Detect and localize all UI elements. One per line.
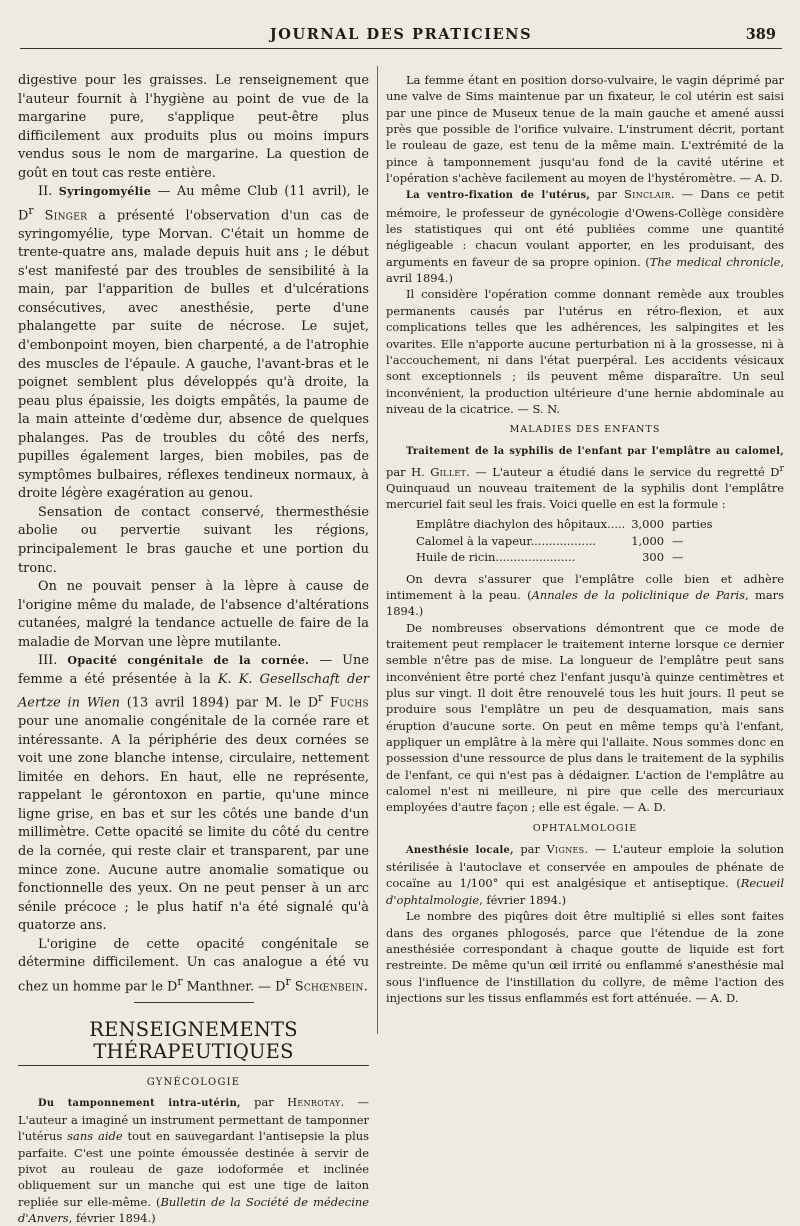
paragraph-syphilis: Traitement de la syphilis de l'enfant par l'emplâtre au calomel, par H. Gillet. — L'auteur a étudié dans le service du regretté $D^r$ Quinquaud un nouveau traitement de la syphilis dont l'emplâtre mercuriel fait seul les frais. Voici quelle en est la formule : [386,446,784,512]
section-heading: RENSEIGNEMENTS THÉRAPEUTIQUES [18,1019,369,1066]
author-name: Singer [44,208,88,224]
page-number: 389 [745,26,776,43]
section-rule [134,1002,254,1003]
column-divider [377,66,378,1034]
author-name: Henrotay [287,1094,341,1109]
keyword-syphilis: Traitement de la syphilis de l'enfant par l'emplâtre au calomel, [406,446,784,458]
recipe-quantity: 3,000 [631,517,664,532]
paragraph-lepre: On ne pouvait penser à la lèpre à cause de l'origine même du malade, de l'absence d'altérations cutanées, malgré la tendance actuelle de faire de la maladie de Morvan une lèpre mutilante. [18,579,369,650]
paragraph-observations: De nombreuses observations démontrent que ce mode de traitement peut remplacer le traitement interne lorsque ce dernier semble n'être pas de mise. La longueur de l'emplâtre peut sans inconvénient être porté chez l'enfant jusqu'à quinze centimètres et plus sur vingt. Il doit être renouvelé tous les huit jours. Il peut se produire sous l'emplâtre un peu de desquamation, mais sans éruption d'aucune sorte. On peut en même temps qu'à l'enfant, appliquer un emplâtre à la mère qui l'allaite. Nous sommes donc en possession d'une ressource de plus dans le traitement de la syphilis de l'enfant, ce qui n'est pas à dédaigner. L'action de l'emplâtre au calomel n'est ni meilleure, ni pire que celle des mercuriaux employées d'autre façon ; elle est égale. — A. D. [386,620,784,815]
keyword-anesthesia: Anesthésie locale, [406,844,514,856]
section-label-children: MALADIES DES ENFANTS [509,424,661,436]
recipe-ingredient: Emplâtre diachylon des hôpitaux..... [416,517,626,532]
recipe-table [416,516,784,565]
author-name: Gillet [430,464,467,479]
recipe-row [416,549,784,565]
author-signature: Schœnbein [294,979,364,995]
paragraph-syringomyelia: II. Syringomyélie — Au même Club (11 avril), le $D^r$ Singer a présenté l'observation d'un cas de syringomyélie, type Morvan. C'était un homme de trente-quatre ans, malade depuis huit ans ; le début s'est manifesté par des troubles de sensibilité à la main, par l'apparition de bulles et d'ulcérations consécutives, avec anesthésie, perte d'une phalangette par suite de nécrose. Le sujet, d'embonpoint moyen, bien charpenté, a de l'atrophie des muscles de l'épaule. A gauche, l'avant-bras et le poignet semblent plus développés qu'à droite, la peau plus épaissie, les doigts empâtés, la paume de la main atteinte d'œdème dur, absence de quelques phalanges. Pas de troubles du côté des nerfs, pupilles également larges, bien mobiles, pas de symptômes bulbaires, réflexes tendineux normaux, à droite légère exagération au genou. [18,184,369,502]
left-column [18,72,370,1226]
recipe-ingredient: Calomel à la vapeur.................. [416,533,596,548]
recipe-row [416,516,784,532]
paragraph-cornea: III. Opacité congénitale de la cornée. — Une femme a été présentée à la K. K. Gesellschaft der Aertze in Wien (13 avril 1894) par M. le $D^r$ Fuchs pour une anomalie congénitale de la cornée rare et intéressante. A la périphérie des deux cornées se voit une zone blanche intense, circulaire, nettement limitée en dehors. En haut, elle ne représente, rappelant le gérontoxon en partie, qu'une mince ligne grise, en bas et sur les côtés une bande d'un millimètre. Cette opacité se limite du côté du centre de la cornée, qui reste clair et transparent, par une mince zone. Aucune autre anomalie somatique ou fonctionnelle des yeux. On ne peut penser à un arc sénile précoce ; le plus hatif n'a été signalé qu'à quatorze ans. [18,653,370,934]
recipe-unit: — [672,533,684,548]
paragraph-margarine: digestive pour les graisses. Le renseignement que l'auteur fournit à l'hygiène au point de vue de la margarine pure, s'applique peut-être plus difficilement aux produits plus ou moins impurs vendus sous le nom de margarine. La question de goût en tout cas reste entière. [18,73,369,181]
paragraph-operation: Il considère l'opération comme donnant remède aux troubles permanents causés par l'utérus en rétro-flexion, et aux complications telles que les adhérences, les salpingites et les ovarites. Elle n'apporte aucune perturbation ni à la grossesse, ni à l'accouchement, ni dans l'état puerpéral. Les accidents vésicaux sont exceptionnels ; ils peuvent même disparaître. Un seul inconvénient, la production ultérieure d'une hernie abdominale au niveau de la cicatrice. — S. N. [386,287,784,416]
recipe-quantity: 300 [642,550,664,565]
paragraph-adhesion: On devra s'assurer que l'emplâtre colle bien et adhère intimement à la peau. (Annales de la policlinique de Paris, mars 1894.) [386,571,784,619]
author-name: Vignes [546,841,585,856]
paragraph-ventro-fixation: La ventro-fixation de l'utérus, par Sinclair. — Dans ce petit mémoire, le professeur de gynécologie d'Owens-Collège considère les statistiques qui ont été publiées comme une quantité négligeable : chacun voulant apporter, en les produisant, des arguments en faveur de sa propre opinion. (The medical chronicle, avril 1894.) [386,187,784,286]
author-name: Fuchs [330,695,369,711]
keyword-cornea: Opacité congénitale de la cornée. [67,654,310,668]
recipe-unit: parties [672,517,713,532]
recipe-quantity: 1,000 [631,533,664,548]
recipe-ingredient: Huile de ricin...................... [416,550,576,565]
recipe-unit: — [672,550,684,565]
journal-title: JOURNAL DES PRATICIENS [269,26,533,43]
paragraph-sensation: Sensation de contact conservé, thermesthésie abolie ou pervertie suivant les régions, principalement le bras gauche et une portion du tronc. [18,504,369,576]
paragraph-tamponnement: Du tamponnement intra-utérin, par Henrotay. — L'auteur a imaginé un instrument permettant de tamponner l'utérus sans aide tout en sauvegardant l'antisepsie la plus parfaite. C'est une pointe émoussée destinée à servir de pivot au rouleau de gaze iodoformée et inclinée obliquement sur un manche qui est une tige de laiton repliée sur elle-même. (Bulletin de la Société de médecine d'Anvers, février 1894.) [18,1094,369,1226]
page-header [20,22,782,49]
paragraph-origin: L'origine de cette opacité congénitale se détermine difficilement. Un cas analogue a été vu chez un homme par le $D^r$ Manthner. — $D^r$ Schœnbein. [18,936,369,995]
paragraph-injections: Le nombre des piqûres doit être multiplié si elles sont faites dans des organes phlogosés, parce que l'étendue de la zone anesthésiée correspondant à chaque goutte de liquide est fort restreinte. De même qu'un œil irrité ou enflammé s'anesthésie mal sous l'influence de l'instillation du collyre, de même l'action des injections sur les tissus enflammés est fort atténuée. — A. D. [386,909,784,1005]
right-column [386,72,784,1036]
keyword-tamponnement: Du tamponnement intra-utérin, [38,1097,241,1109]
paragraph-anesthesia: Anesthésie locale, par Vignes. — L'auteur emploie la solution stérilisée à l'autoclave et conservée en ampoules de phénate de cocaïne au 1/100° qui est analgésique et antiseptique. (Recueil d'ophtalmologie, février 1894.) [386,841,785,907]
section-label-ophthalmology: OPHTALMOLOGIE [532,822,638,834]
paragraph-position: La femme étant en position dorso-vulvaire, le vagin déprimé par une valve de Sims maintenue par un fixateur, le col utérin est saisi par une pince de Museux tenue de la main gauche et amené aussi près que possible de l'orifice vulvaire. L'instrument décrit, portant le rouleau de gaze, est tenu de la même main. L'extrémité de la pince à tamponnement jusqu'au fond de la cavité utérine et l'opération s'achève facilement au moyen de l'hystéromètre. — A. D. [386,73,784,186]
recipe-row [416,533,784,549]
keyword-ventro-fixation: La ventro-fixation de l'utérus, [406,190,591,202]
keyword-syringomyelia: Syringomyélie [58,185,152,199]
author-name: Sinclair [624,187,671,202]
subsection-heading: GYNÉCOLOGIE [146,1076,241,1088]
